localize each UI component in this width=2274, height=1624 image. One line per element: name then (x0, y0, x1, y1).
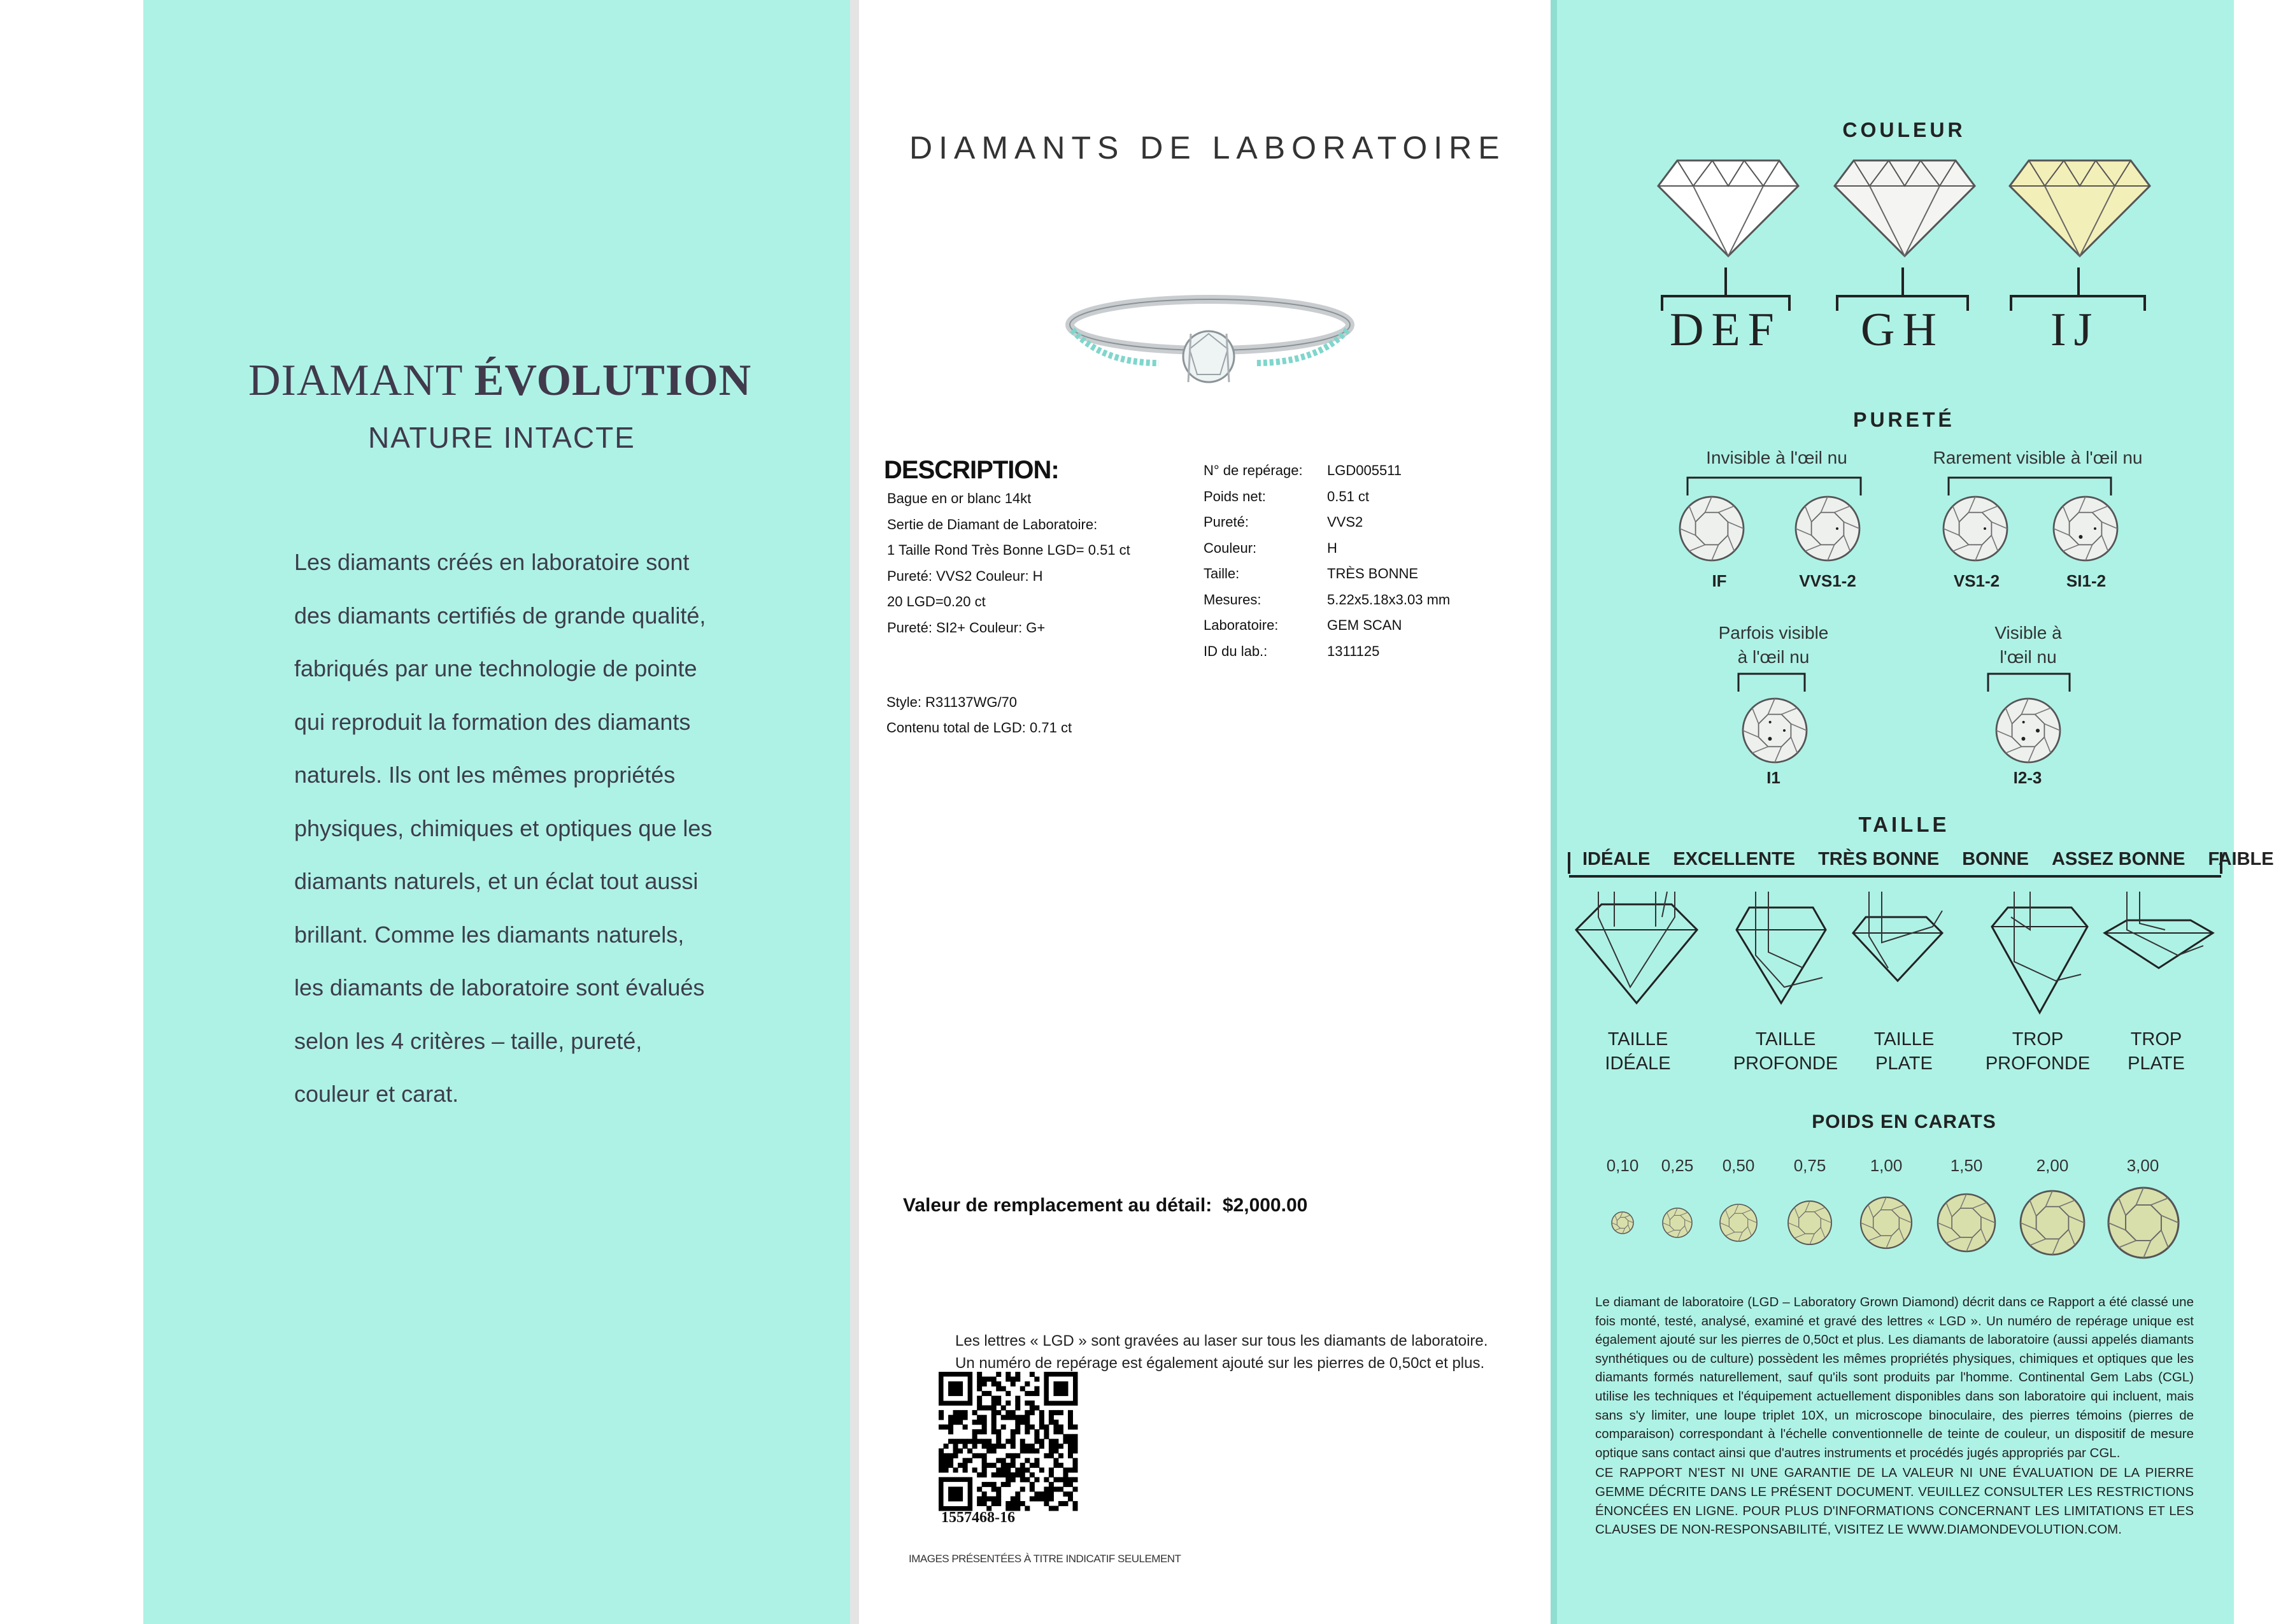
color-grade-gh: GH (1861, 304, 1944, 356)
spec-row (1204, 643, 1522, 669)
qr-number: 1557468-16 (941, 1509, 1015, 1526)
carat-weight: 0,75 (1793, 1156, 1826, 1175)
carat-gem (1612, 1212, 1633, 1234)
intro-line: naturels. Ils ont les mêmes propriétés (294, 762, 676, 788)
cut-diagram-deep (1733, 892, 1829, 1006)
carat-gem (1788, 1201, 1831, 1244)
spec-row (1204, 617, 1522, 643)
style-number: Style: R31137WG/70 (886, 694, 1018, 710)
clarity-section-title: PURETÉ (1853, 408, 1955, 431)
color-section-title: COULEUR (1842, 118, 1966, 141)
carat-weight: 0,25 (1661, 1156, 1694, 1175)
cut-example-label (2093, 1027, 2220, 1076)
description-line: Bague en or blanc 14kt (887, 490, 1032, 506)
spec-value: 0.51 ct (1327, 488, 1370, 504)
cut-grade: FAIBLE (2208, 849, 2274, 869)
laser-note-line: Les lettres « LGD » sont gravées au laser sur tous les diamants de laboratoire. (955, 1332, 1488, 1350)
laser-note (955, 1330, 1488, 1374)
clarity-gem-i23 (1996, 699, 2060, 762)
clarity-group-rarely: Rarement visible à l'œil nu (1933, 448, 2143, 467)
intro-line: selon les 4 critères – taille, pureté, (294, 1027, 643, 1054)
cut-example-line: TROP (2130, 1029, 2182, 1050)
clarity-group-visible-line: l'œil nu (2000, 647, 2057, 667)
carat-gem (1663, 1208, 1692, 1237)
qr-code (939, 1372, 1077, 1511)
spec-label: ID du lab.: (1204, 643, 1268, 659)
document-title: DIAMANTS DE LABORATOIRE (909, 130, 1506, 166)
spec-table (1204, 462, 1522, 669)
replacement-value (903, 1195, 1307, 1216)
cut-diagram-ideal (1573, 892, 1700, 1006)
description-lines (887, 490, 1130, 645)
carat-weight: 1,00 (1870, 1156, 1903, 1175)
diamond-icon-def (1658, 160, 1798, 256)
intro-line: des diamants certifiés de grande qualité, (294, 602, 706, 629)
clarity-code-vvs: VVS1-2 (1799, 571, 1856, 590)
spec-label: N° de repérage: (1204, 462, 1303, 478)
clarity-gem-i1 (1743, 699, 1807, 762)
cut-example-label (1840, 1027, 1968, 1076)
cut-example-line: TAILLE (1873, 1029, 1935, 1050)
cut-example-line: PROFONDE (1985, 1053, 2091, 1074)
spec-label: Mesures: (1204, 591, 1261, 608)
intro-line: fabriqués par une technologie de pointe (294, 655, 697, 681)
cut-diagram-too-shallow (2101, 892, 2216, 987)
spec-value: LGD005511 (1327, 462, 1402, 478)
cut-example-label (1974, 1027, 2101, 1076)
intro-line: brillant. Comme les diamants naturels, (294, 921, 685, 948)
description-line: Pureté: SI2+ Couleur: G+ (887, 619, 1046, 636)
spec-value: VVS2 (1327, 514, 1363, 530)
clarity-group-sometimes-line: Parfois visible (1718, 623, 1829, 643)
spec-row (1204, 592, 1522, 618)
clarity-group-sometimes (1681, 621, 1866, 669)
carat-weight: 1,50 (1950, 1156, 1983, 1175)
cut-grade: EXCELLENTE (1673, 849, 1796, 869)
spec-row (1204, 566, 1522, 592)
spec-label: Laboratoire: (1204, 617, 1279, 633)
cut-grade: TRÈS BONNE (1818, 849, 1940, 869)
clarity-code-i1: I1 (1766, 768, 1780, 787)
description-line: Sertie de Diamant de Laboratoire: (887, 516, 1098, 532)
clarity-code-si: SI1-2 (2066, 571, 2107, 590)
cut-section-title: TAILLE (1858, 813, 1950, 836)
cut-example-line: TROP (2012, 1029, 2064, 1050)
carat-gem (1861, 1197, 1912, 1248)
brand-name (248, 355, 751, 406)
color-grade-ij: IJ (2050, 304, 2100, 356)
diamond-icon-gh (1835, 160, 1975, 256)
carat-gems (1592, 1185, 2229, 1261)
intro-line: Les diamants créés en laboratoire sont (294, 549, 690, 575)
intro-text (294, 549, 753, 1134)
spec-value: 5.22x5.18x3.03 mm (1327, 591, 1451, 608)
spec-value: 1311125 (1327, 643, 1380, 659)
intro-line: physiques, chimiques et optiques que les (294, 815, 713, 841)
legal-disclaimer: CE RAPPORT N'EST NI UNE GARANTIE DE LA VALEUR NI UNE ÉVALUATION DE LA PIERRE GEMME DÉCRITE DANS LE PRÉSENT DOCUMENT. VEUILLEZ CONSULTER LES RESTRICTIONS ÉNONCÉES EN LIGNE. POUR PLUS D'INFORMATIONS CONCERNANT LES LIMITATIONS ET LES CLAUSES DE NON-RESPONSABILITÉ, VISITEZ LE WWW.DIAMONDEVOLUTION.COM. (1595, 1465, 2194, 1537)
carat-weight: 0,50 (1722, 1156, 1755, 1175)
carat-weight: 0,10 (1606, 1156, 1639, 1175)
carat-weight: 3,00 (2126, 1156, 2159, 1175)
carat-gem (2021, 1191, 2084, 1255)
cut-example-label (1722, 1027, 1849, 1076)
images-disclaimer: IMAGES PRÉSENTÉES À TITRE INDICATIF SEULEMENT (909, 1553, 1181, 1565)
carat-gem (2108, 1188, 2178, 1258)
clarity-code-vs: VS1-2 (1953, 571, 2000, 590)
description-heading: DESCRIPTION: (884, 456, 1059, 484)
carat-weight: 2,00 (2036, 1156, 2069, 1175)
cut-scale (1570, 849, 2274, 870)
clarity-group-invisible: Invisible à l'œil nu (1706, 448, 1847, 467)
clarity-group-visible-line: Visible à (1994, 623, 2062, 643)
fold-shadow-right (1551, 0, 1557, 1624)
spec-row (1204, 488, 1522, 515)
clarity-brackets-bottom (1738, 673, 2082, 692)
brand-name-regular: DIAMANT (248, 356, 463, 405)
intro-line: les diamants de laboratoire sont évalués (294, 974, 705, 1001)
intro-line: diamants naturels, et un éclat tout aussi (294, 868, 699, 894)
clarity-gem-si (2054, 497, 2117, 560)
cut-diagram-too-deep (1986, 892, 2094, 1019)
intro-line: couleur et carat. (294, 1081, 459, 1107)
ring-image (1063, 280, 1356, 408)
carat-gem (1938, 1194, 1995, 1251)
clarity-gem-vs (1944, 497, 2007, 560)
spec-label: Couleur: (1204, 539, 1257, 556)
carat-gem (1720, 1204, 1757, 1241)
clarity-code-if: IF (1712, 571, 1727, 590)
clarity-code-i23: I2-3 (2013, 768, 2042, 787)
spec-value: H (1327, 539, 1337, 556)
clarity-gem-if (1680, 497, 1744, 560)
spec-row (1204, 540, 1522, 566)
total-content: Contenu total de LGD: 0.71 ct (886, 720, 1072, 736)
cut-example-line: TAILLE (1755, 1029, 1816, 1050)
spec-label: Pureté: (1204, 514, 1249, 530)
legal-text (1595, 1293, 2194, 1541)
cut-example-line: PLATE (2128, 1053, 2185, 1074)
description-line: Pureté: VVS2 Couleur: H (887, 567, 1043, 584)
spec-label: Poids net: (1204, 488, 1266, 504)
color-grade-def: DEF (1670, 304, 1782, 356)
legal-paragraph: Le diamant de laboratoire (LGD – Laboratory Grown Diamond) décrit dans ce Rapport a été classé une fois monté, testé, analysé, examiné et gravé des lettres « LGD ». Un numéro de repérage unique est également ajouté sur les pierres de 0,50ct et plus. Les diamants de laboratoire (aussi appelés diamants synthétiques ou de culture) possèdent les mêmes propriétés physiques, chimiques et optiques que les diamants formés naturellement, sauf qu'ils sont produits par l'homme. Continental Gem Labs (CGL) utilise les techniques et l'équipement actuellement disponibles dans son laboratoire qui incluent, mais sans s'y limiter, une loupe triplet 10X, un microscope binoculaire, des pierres témoins (pierres de comparaison) correspondant à l'échelle conventionnelle de teinte de couleur, un dispositif de mesure optique sans contact ainsi que d'autres instruments et procédés jugés appropriés par CGL. (1595, 1295, 2194, 1460)
cut-example-line: PLATE (1875, 1053, 1933, 1074)
replacement-label: Valeur de remplacement au détail: (903, 1195, 1212, 1216)
spec-row (1204, 462, 1522, 488)
clarity-gems (1656, 490, 2165, 745)
diamond-icon-ij (2010, 160, 2150, 256)
replacement-amount: $2,000.00 (1222, 1195, 1308, 1216)
spec-label: Taille: (1204, 566, 1240, 581)
spec-value: GEM SCAN (1327, 617, 1402, 633)
spec-row (1204, 514, 1522, 540)
description-line: 20 LGD=0.20 ct (887, 594, 986, 609)
laser-note-line: Un numéro de repérage est également ajouté sur les pierres de 0,50ct et plus. (955, 1355, 1485, 1372)
cut-example-line: IDÉALE (1605, 1053, 1671, 1074)
description-line: 1 Taille Rond Très Bonne LGD= 0.51 ct (887, 542, 1130, 558)
cut-example-line: TAILLE (1607, 1029, 1668, 1050)
cut-example-line: PROFONDE (1733, 1053, 1838, 1074)
cut-example-label (1574, 1027, 1702, 1076)
spec-value: TRÈS BONNE (1327, 566, 1419, 581)
clarity-gem-vvs (1796, 497, 1859, 560)
clarity-group-visible (1949, 621, 2108, 669)
intro-line: qui reproduit la formation des diamants (294, 708, 691, 735)
carat-section-title: POIDS EN CARATS (1812, 1111, 1996, 1132)
cut-grade: IDÉALE (1582, 849, 1651, 869)
brand-name-bold: ÉVOLUTION (474, 356, 752, 405)
cut-grade: BONNE (1962, 849, 2029, 869)
tagline: NATURE INTACTE (368, 421, 636, 454)
fold-shadow (850, 0, 859, 1624)
style-info (886, 694, 1072, 745)
cut-grade: ASSEZ BONNE (2051, 849, 2185, 869)
clarity-group-sometimes-line: à l'œil nu (1737, 647, 1810, 667)
cut-diagram-shallow (1850, 892, 1945, 987)
